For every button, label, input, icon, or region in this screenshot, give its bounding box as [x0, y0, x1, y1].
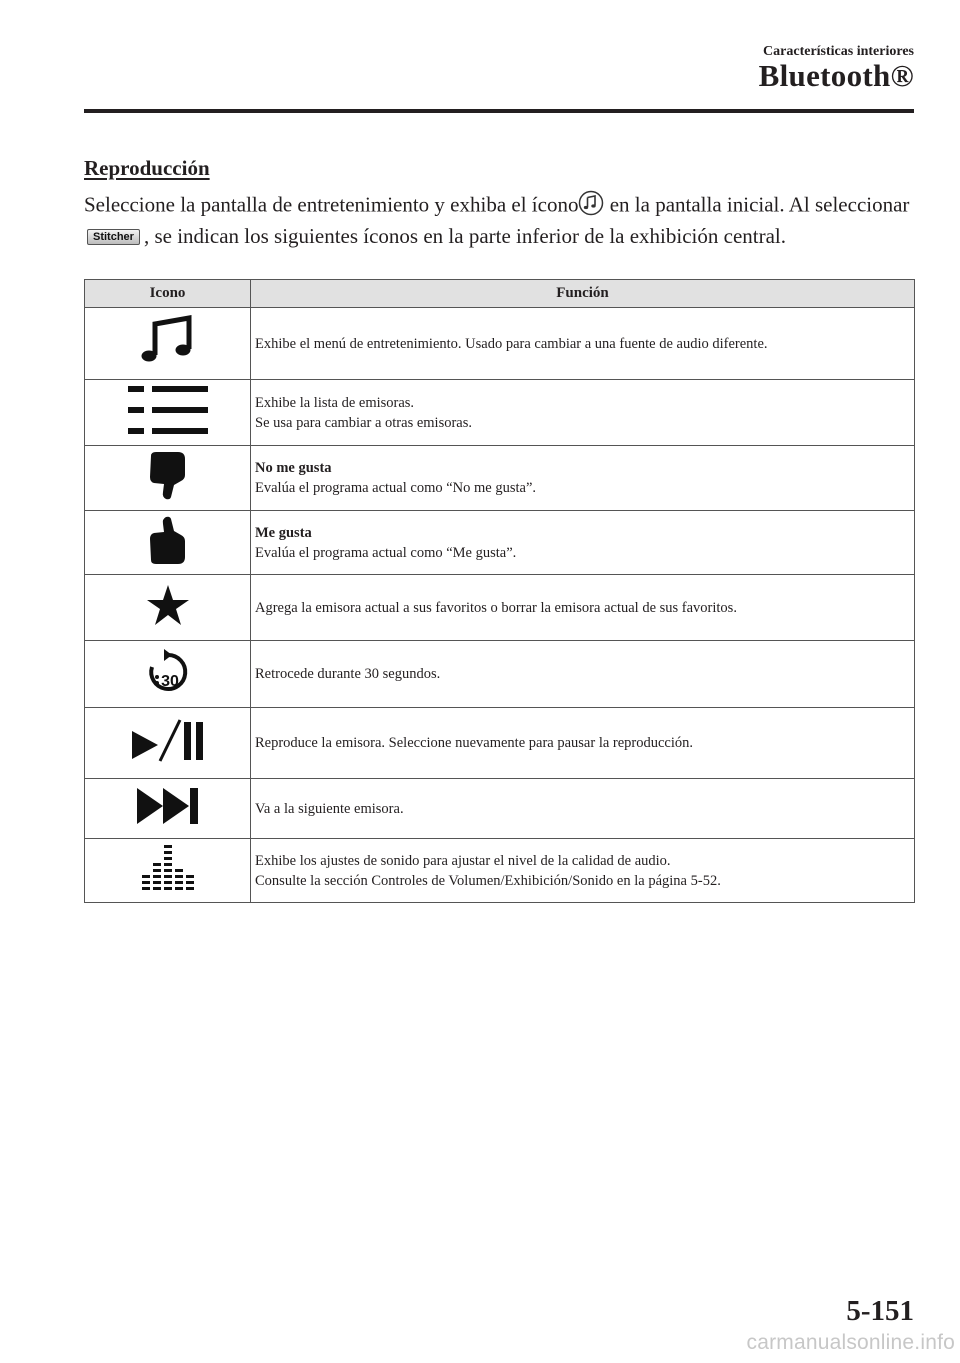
intro-text-3: , se indican los siguientes íconos en la parte inferior de la exhibición central.	[143, 224, 787, 248]
table-row	[85, 511, 915, 575]
function-title: Me gusta	[255, 524, 312, 541]
function-text: Agrega la emisora actual a sus favoritos o borrar la emisora actual de sus favoritos.	[255, 599, 737, 616]
function-text: Retrocede durante 30 segundos.	[255, 666, 441, 682]
table-row	[85, 779, 915, 839]
function-text: Se usa para cambiar a otras emisoras.	[255, 414, 473, 431]
icon-cell	[85, 446, 251, 511]
table-row	[85, 641, 915, 708]
function-text: Exhibe la lista de emisoras.	[255, 394, 415, 411]
function-cell	[251, 839, 915, 903]
station-list-icon	[128, 386, 208, 434]
table-row	[85, 446, 915, 511]
page-number: 5-151	[846, 1295, 914, 1327]
icon-cell	[85, 511, 251, 575]
function-cell	[251, 511, 915, 575]
function-cell	[251, 641, 915, 708]
icon-cell	[85, 380, 251, 446]
function-cell	[251, 708, 915, 779]
play-pause-icon	[130, 719, 206, 763]
function-title: No me gusta	[255, 460, 332, 476]
star-icon	[147, 585, 189, 625]
function-text: Va a la siguiente emisora.	[255, 800, 404, 817]
icon-cell	[85, 575, 251, 641]
function-text: Evalúa el programa actual como “Me gusta”.	[255, 544, 517, 561]
icon-function-table	[84, 279, 915, 903]
table-row	[85, 308, 915, 380]
header-divider	[84, 109, 914, 113]
chapter-title: Bluetooth®	[758, 58, 914, 93]
thumbs-up-icon	[148, 516, 188, 564]
music-note-icon	[140, 315, 196, 367]
function-text: Consulte la sección Controles de Volumen/Exhibición/Sonido en la página 5-52.	[255, 872, 721, 889]
thumbs-down-icon	[148, 452, 188, 500]
icon-cell	[85, 641, 251, 708]
function-text: Exhibe los ajustes de sonido para ajustar el nivel de la calidad de audio.	[255, 852, 671, 869]
icon-cell	[85, 708, 251, 779]
function-cell	[251, 779, 915, 839]
icon-cell	[85, 779, 251, 839]
watermark: carmanualsonline.info	[746, 1331, 955, 1354]
rewind-30-icon	[145, 649, 191, 695]
icon-cell	[85, 308, 251, 380]
function-cell	[251, 308, 915, 380]
table-row	[85, 708, 915, 779]
section-heading: Reproducción	[84, 156, 210, 180]
function-text: Evalúa el programa actual como “No me gusta”.	[255, 480, 537, 496]
table-row	[85, 575, 915, 641]
icon-cell	[85, 839, 251, 903]
svg-text:30: 30	[160, 672, 179, 690]
column-header-function: Función	[251, 280, 915, 308]
column-header-icon: Icono	[85, 280, 251, 308]
intro-text-1: Seleccione la pantalla de entretenimiento y exhiba el ícono	[84, 192, 579, 217]
intro-text-2: en la pantalla inicial. Al seleccionar	[604, 192, 910, 217]
equalizer-icon	[142, 845, 194, 891]
skip-next-icon	[137, 788, 199, 824]
table-row	[85, 839, 915, 903]
intro-paragraph	[84, 190, 919, 250]
function-cell	[251, 575, 915, 641]
function-cell	[251, 380, 915, 446]
section-title: Características interiores	[763, 44, 914, 59]
function-text: Reproduce la emisora. Seleccione nuevamente para pausar la reproducción.	[255, 735, 694, 751]
table-row	[85, 380, 915, 446]
function-cell	[251, 446, 915, 511]
table-header-row	[85, 280, 915, 308]
function-text: Exhibe el menú de entretenimiento. Usado para cambiar a una fuente de audio diferente.	[255, 335, 768, 352]
stitcher-badge: Stitcher	[87, 229, 140, 245]
music-note-icon	[578, 190, 604, 223]
